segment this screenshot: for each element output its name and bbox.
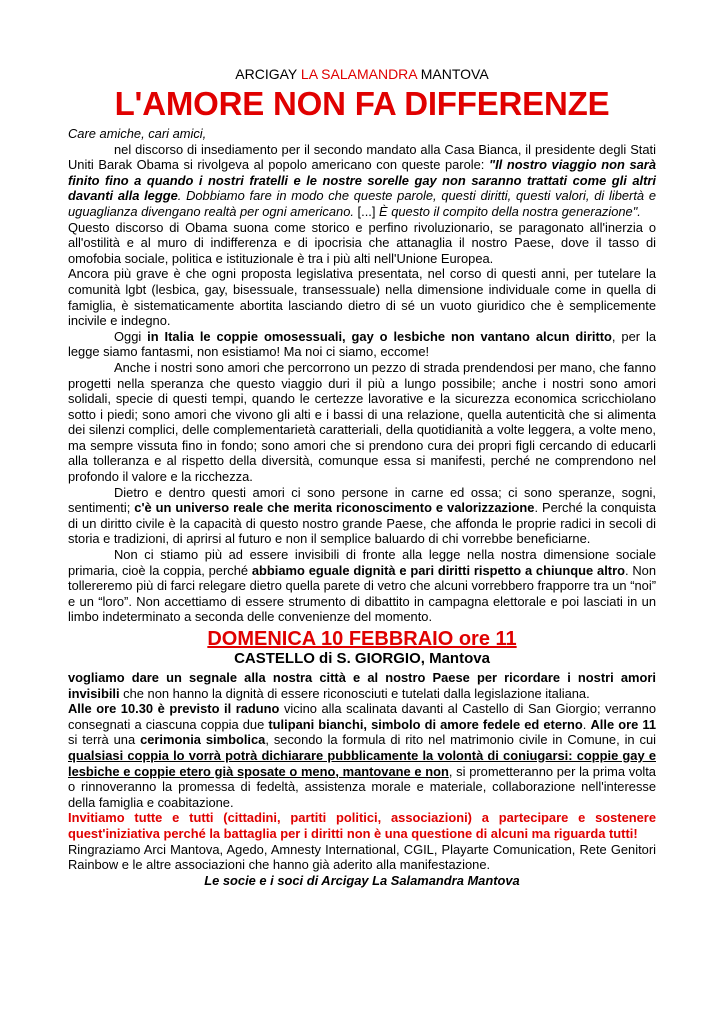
paragraph-text: si terrà una [68, 732, 141, 748]
bold-statement: in Italia le coppie omosessuali, gay o lesbiche non vantano alcun diritto [147, 328, 612, 344]
paragraph-people [68, 485, 656, 547]
paragraph-text: , si prometteranno per la prima volta o rinnoveranno la promessa di fedeltà, assistenza morale e materiale, collaborazione nell'interesse della famiglia e coabitazione. [68, 763, 656, 810]
bold-statement: abbiamo eguale dignità e pari diritti rispetto a chiunque altro [251, 562, 625, 578]
quote-ellipsis: [...] [353, 203, 380, 219]
bold-statement: Alle ore 10.30 è previsto il raduno [68, 701, 280, 717]
invitation: Invitiamo tutte e tutti (cittadini, partiti politici, associazioni) a partecipare e sostenere quest'iniziativa perché la battaglia per i diritti non è una questione di alcuni ma riguarda tutti! [68, 810, 656, 841]
paragraph-text: . Perché la conquista di un diritto civile è la capacità di questo nostro grande Paese, che affonda le proprie radici in secoli di storia e tradizioni, di aprirsi al futuro e non il semplice baluardo di chi vorrebbe beneficiarne. [68, 500, 656, 547]
paragraph-italy [68, 329, 656, 360]
paragraph-text: Dietro e dentro questi amori ci sono persone in carne ed ossa; ci sono speranze, sogni, sentimenti; [68, 484, 656, 516]
paragraph-obama-comment: Questo discorso di Obama suona come storico e perfino rivoluzionario, se paragonato all'inerzia o all'ostilità e al muro di indifferenza e di ipocrisia che attanaglia il nostro Paese, dove il tasso di omofobia sociale, politica e istituzionale è tra i più alti nell'Unione Europea. [68, 219, 656, 266]
event-place: CASTELLO di S. GIORGIO, Mantova [234, 650, 490, 667]
event-date: DOMENICA 10 FEBBRAIO ore 11 [207, 628, 517, 650]
paragraph-program [68, 701, 656, 810]
organization-header [68, 66, 656, 82]
paragraph-signal [68, 670, 656, 701]
paragraph-text: Non ci stiamo più ad essere invisibili di fronte alla legge nella nostra dimensione sociale primaria, cioè la coppia, perché [68, 547, 656, 578]
quote-closing: È questo il compito della nostra generazione". [379, 203, 641, 219]
signature: Le socie e i soci di Arcigay La Salamandra Mantova [204, 872, 520, 888]
paragraph-text: . [582, 716, 591, 732]
quote-italic: . Dobbiamo fare in modo che queste parole, questi diritti, questi valori, di libertà e uguaglianza divengano realtà per ogni americano. [68, 188, 656, 219]
underlined-statement: qualsiasi coppia lo vorrà potrà dichiarare pubblicamente la volontà di coniugarsi: coppie gay e lesbiche e coppie etero già sposate o meno, mantovane e non [68, 747, 656, 779]
paragraph-text: , per la legge siamo fantasmi, non esistiamo! Ma noi ci siamo, eccome! [68, 328, 656, 360]
page-title: L'AMORE NON FA DIFFERENZE [114, 85, 610, 122]
bold-statement: c'è un universo reale che merita riconoscimento e valorizzazione [134, 500, 535, 516]
paragraph-text: che non hanno la dignità di essere riconosciuti e tutelati dalla legislazione italiana. [119, 685, 590, 701]
paragraph-invisible [68, 547, 656, 625]
bold-statement: Alle ore 11 [590, 716, 656, 732]
paragraph-text: Oggi [114, 328, 148, 344]
bold-statement: cerimonia simbolica [140, 732, 266, 748]
greeting: Care amiche, cari amici, [68, 126, 207, 141]
paragraph-text: vicino alla scalinata davanti al Castello di San Giorgio; verranno consegnati a ciascuna coppia due [68, 701, 657, 732]
bold-statement: vogliamo dare un segnale alla nostra città e al nostro Paese per ricordare i nostri amori invisibili [68, 670, 656, 701]
paragraph-love: Anche i nostri sono amori che percorrono un pezzo di strada prendendosi per mano, che fanno progetti nella speranza che questo viaggio duri il più a lungo possibile; anche i nostri sono amori solidali, specie di questi tempi, quando le certezze lavorative e la sicurezza economica scricchiolano sotto i piedi; sono amori che vivono gli alti e i bassi di una relazione, quella autenticità che si alimenta dei silenzi complici, delle complementarietà caratteriali, della quotidianità a volte leggera, a volte meno, ma sempre vissuta fino in fondo; sono amori che si prendono cura dei propri figli cercando di educarli alla tolleranza e al rispetto della diversità, comunque essa si manifesti, perché ne comprendono nel profondo il valore e la ricchezza. [68, 359, 656, 485]
bold-statement: tulipani bianchi, simbolo di amore fedele ed eterno [268, 716, 583, 732]
paragraph-obama-quote [68, 142, 656, 220]
org-prefix: ARCIGAY [235, 66, 298, 82]
paragraph-legislation: Ancora più grave è che ogni proposta legislativa presentata, nel corso di questi anni, per tutelare la comunità lgbt (lesbica, gay, bisessuale, transessuale) nella dimensione individuale come in quella di famiglia, è sistematicamente abortita lasciando dietro di sé un vuoto giuridico che è semplicemente incivile e indegno. [68, 266, 656, 329]
org-name: LA SALAMANDRA [300, 66, 417, 82]
paragraph-text: . Non tollereremo più di farci relegare dietro quella parete di vetro che alcuni vorrebbero frapporre tra un “noi” e un “loro”. Non accettiamo di essere strumento di dibattito in campagna elettorale e poi lasciati in un limbo indeterminato a seconda delle convenienze del momento. [68, 562, 657, 625]
quote-bold: "Il nostro viaggio non sarà finito fino a quando i nostri fratelli e le nostre sorelle gay non saranno trattati come gli altri davanti alla legge [68, 157, 656, 204]
thanks: Ringraziamo Arci Mantova, Agedo, Amnesty International, CGIL, Playarte Comunication, Rete Genitori Rainbow e le altre associazioni che hanno già aderito alla manifestazione. [68, 841, 656, 873]
paragraph-text: , secondo la formula di rito nel matrimonio civile in Comune, in cui [265, 732, 656, 748]
org-city: MANTOVA [420, 66, 489, 82]
paragraph-text: nel discorso di insediamento per il secondo mandato alla Casa Bianca, il presidente degli Stati Uniti Barak Obama si rivolgeva al popolo americano con queste parole: [68, 141, 656, 173]
